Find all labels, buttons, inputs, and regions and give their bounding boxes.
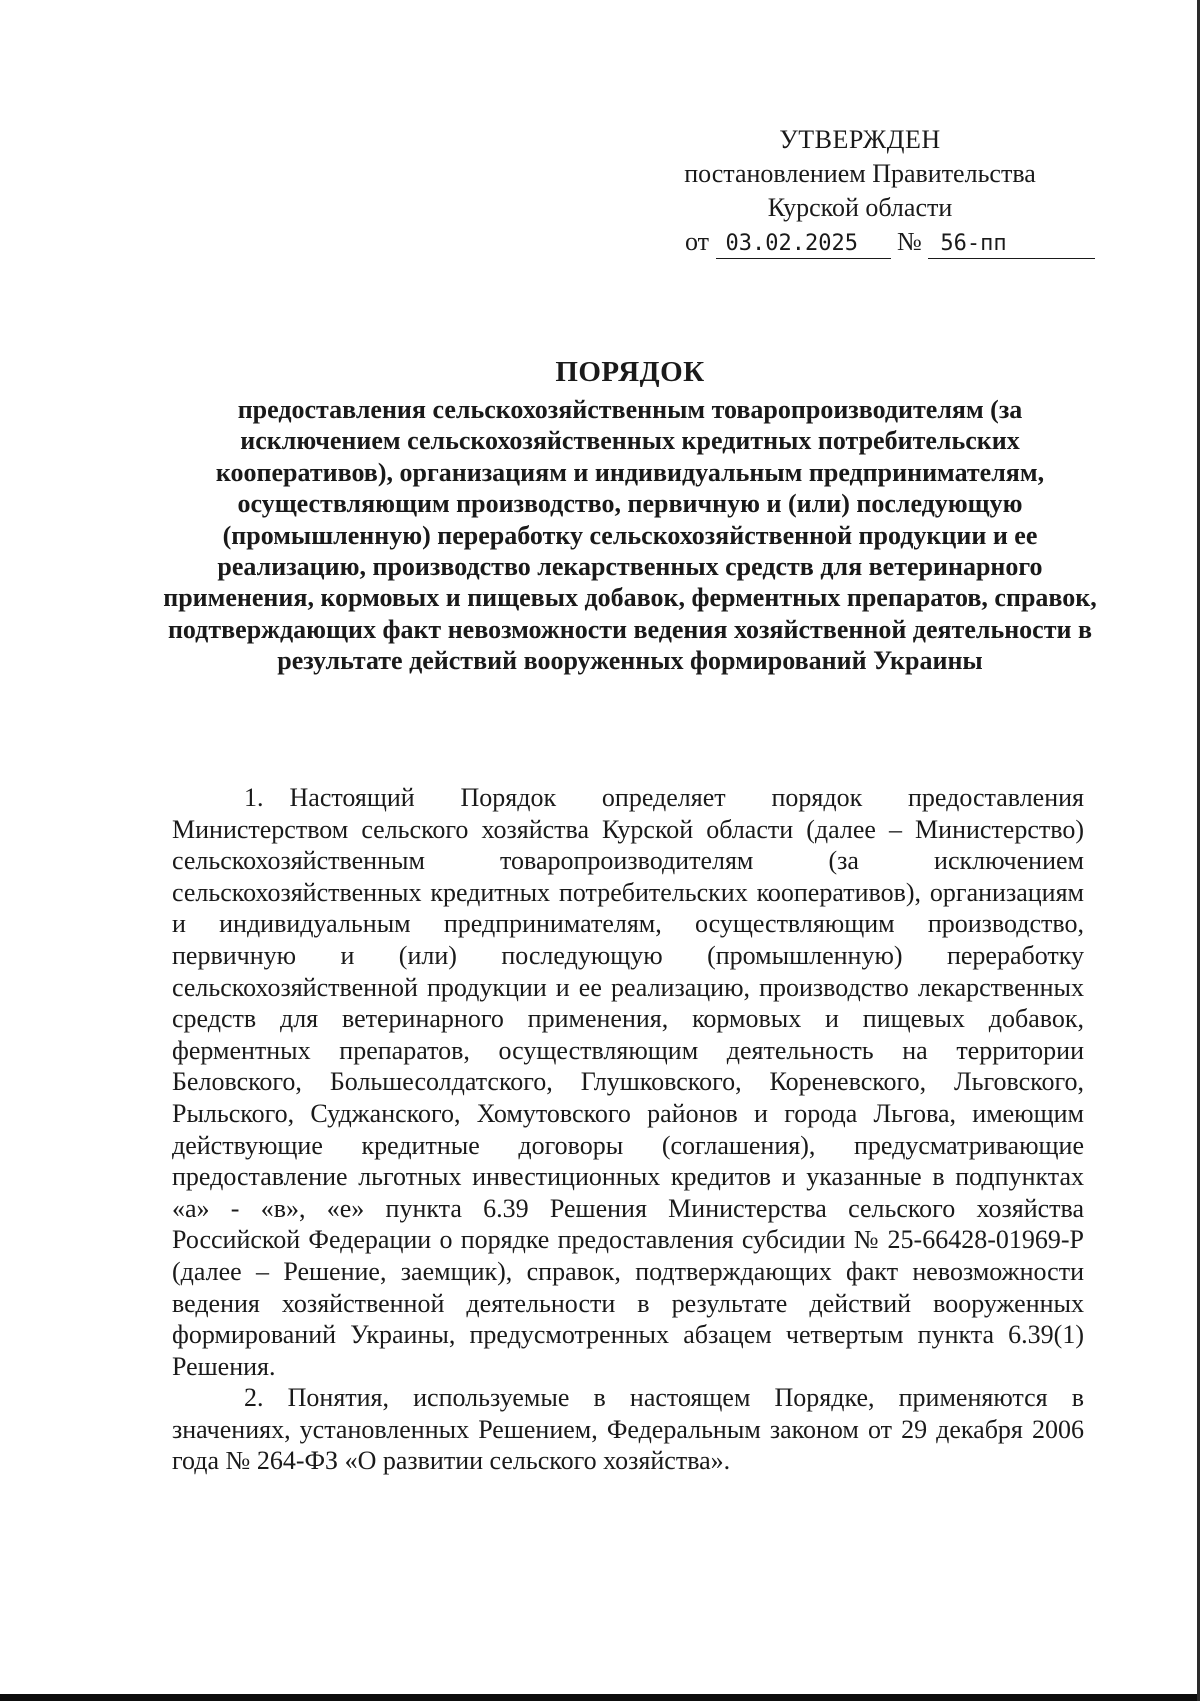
paragraph-2: 2. Понятия, используемые в настоящем Порядке, применяются в значениях, установленных Решением, Федеральным законом от 29 декабря 2006 года № 264-ФЗ «О развитии сельского хозяйства». bbox=[172, 1383, 1084, 1476]
approved-heading: УТВЕРЖДЕН bbox=[779, 125, 941, 154]
document-title: ПОРЯДОК bbox=[555, 356, 705, 388]
number-sign: № bbox=[897, 227, 922, 256]
from-label: от bbox=[685, 227, 710, 256]
approval-stamp-block bbox=[620, 123, 1100, 259]
paragraph-1: 1. Настоящий Порядок определяет порядок предоставления Министерством сельского хозяйства Курской области (далее – Министерство) сельскохозяйственным товаропроизводителям (за исключением сельскохозяйственных кредитных потребительских кооперативов), организациям и индивидуальным предпринимателям, осуществляющим производство, первичную и (или) последующую (промышленную) переработку сельскохозяйственной продукции и ее реализацию, производство лекарственных средств для ветеринарного применения, кормовых и пищевых добавок, ферментных препаратов, осуществляющим деятельность на территории Беловского, Большесолдатского, Глушковского, Кореневского, Льговского, Рыльского, Суджанского, Хомутовского районов и города Льгова, имеющим действующие кредитные договоры (соглашения), предусматривающие предоставление льготных инвестиционных кредитов и указанные в подпунктах «а» - «в», «е» пункта 6.39 Решения Министерства сельского хозяйства Российской Федерации о порядке предоставления субсидии № 25-66428-01969-Р (далее – Решение, заемщик), справок, подтверждающих факт невозможности ведения хозяйственной деятельности в результате действий вооруженных формирований Украины, предусмотренных абзацем четвертым пункта 6.39(1) Решения. bbox=[172, 783, 1084, 1381]
scan-border-bottom bbox=[0, 1694, 1200, 1701]
approval-date-line bbox=[620, 225, 1100, 259]
document-title-block bbox=[160, 352, 1100, 677]
approval-line-1: постановлением Правительства bbox=[684, 159, 1036, 188]
document-body bbox=[172, 782, 1084, 1477]
approval-date: 03.02.2025 bbox=[716, 230, 891, 259]
approval-number: 56-пп bbox=[928, 230, 1095, 259]
approval-line-2: Курской области bbox=[767, 193, 953, 222]
document-subtitle: предоставления сельскохозяйственным товаропроизводителям (за исключением сельскохозяйственных кредитных потребительских кооперативов), организациям и индивидуальным предпринимателям, осуществляющим производство, первичную и (или) последующую (промышленную) переработку сельскохозяйственной продукции и ее реализацию, производство лекарственных средств для ветеринарного применения, кормовых и пищевых добавок, ферментных препаратов, справок, подтверждающих факт невозможности ведения хозяйственной деятельности в результате действий вооруженных формирований Украины bbox=[163, 395, 1097, 676]
